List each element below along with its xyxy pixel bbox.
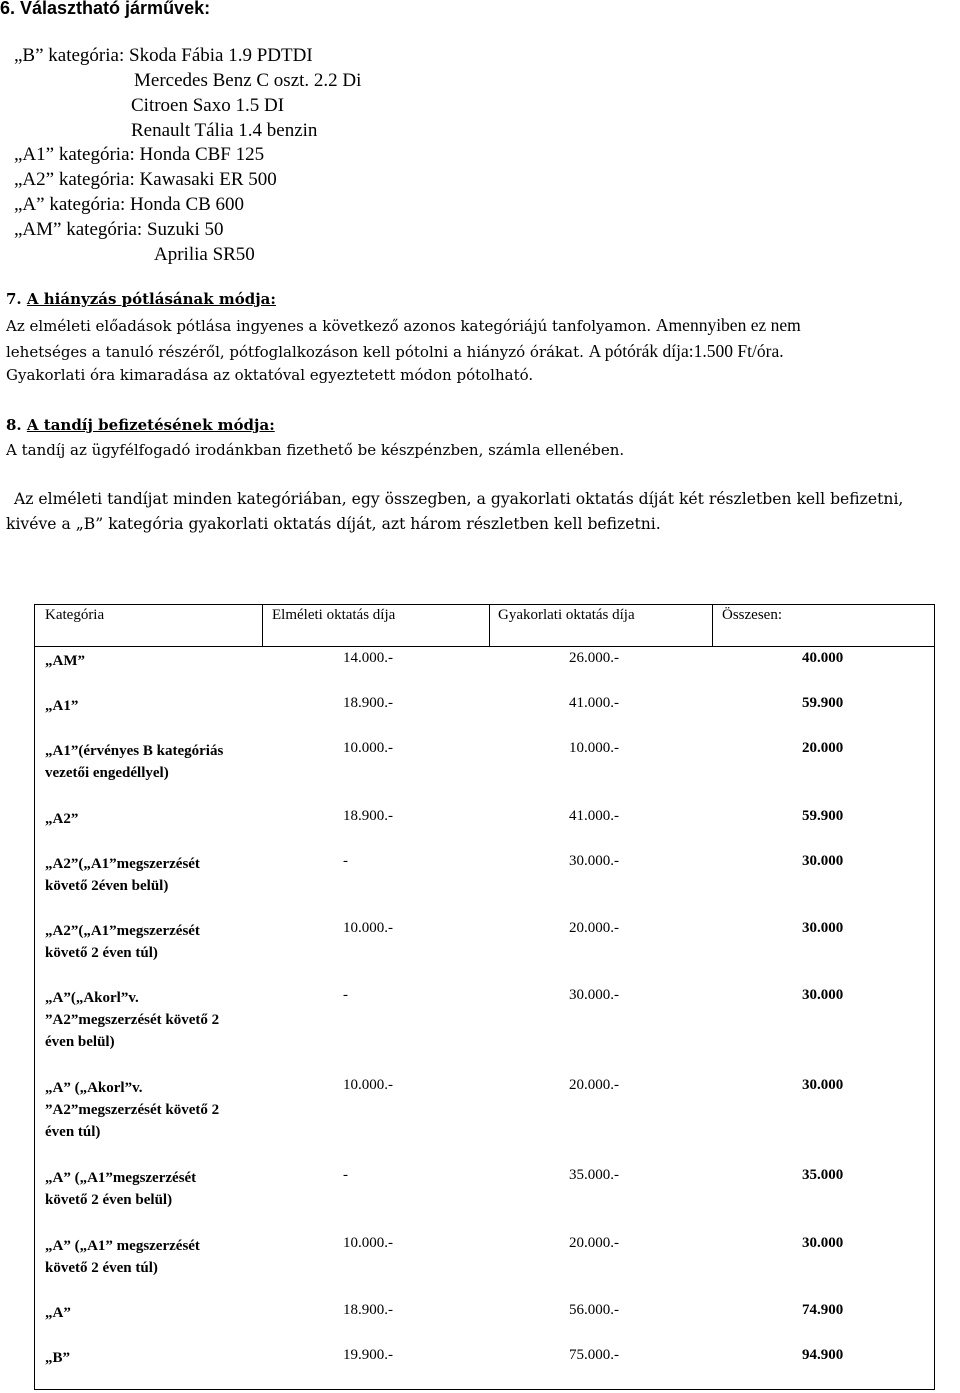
row-total: 30.000 — [802, 987, 844, 1003]
category-line: „A1”(érvényes B kategóriás — [45, 743, 224, 759]
vehicle-line: „AM” kategória: Suzuki 50 — [14, 219, 224, 240]
row-theory-fee: 10.000.- — [343, 1235, 393, 1251]
row-category — [45, 650, 85, 672]
vehicle-line: Renault Tália 1.4 benzin — [131, 120, 318, 141]
category-line: „A”(„Akorl”v. — [45, 990, 139, 1006]
section-8-text: A tandíj az ügyfélfogadó irodánkban fizethető be készpénzben, számla ellenében. — [6, 441, 625, 459]
vehicle-line: Citroen Saxo 1.5 DI — [131, 95, 285, 116]
row-total: 74.900 — [802, 1302, 844, 1318]
row-total: 94.900 — [802, 1347, 844, 1363]
section-7-text: A pótórák díja:1.500 Ft/óra. — [588, 341, 784, 361]
row-practice-fee: 20.000.- — [569, 1077, 619, 1093]
row-total: 40.000 — [802, 650, 844, 666]
row-practice-fee: 75.000.- — [569, 1347, 619, 1363]
row-theory-fee: 18.900.- — [343, 695, 393, 711]
category-line: „A2”(„A1”megszerzését — [45, 856, 200, 872]
category-line: vezetői engedéllyel) — [45, 765, 169, 781]
row-practice-fee: 26.000.- — [569, 650, 619, 666]
category-line: „A” — [45, 1305, 71, 1321]
row-category — [45, 740, 223, 784]
section-8-heading — [6, 416, 275, 434]
row-total: 59.900 — [802, 695, 844, 711]
section-7-text: Az elméleti előadások pótlása ingyenes a következő azonos kategóriájú tanfolyamon. — [6, 317, 652, 335]
row-practice-fee: 35.000.- — [569, 1167, 619, 1183]
vehicle-line: „B” kategória: Skoda Fábia 1.9 PDTDI — [14, 45, 313, 66]
row-theory-fee: 14.000.- — [343, 650, 393, 666]
row-total: 20.000 — [802, 740, 844, 756]
row-practice-fee: 10.000.- — [569, 740, 619, 756]
row-category — [45, 695, 78, 717]
column-header-theory: Elméleti oktatás díja — [272, 607, 396, 623]
section-7-line — [6, 315, 801, 336]
row-practice-fee: 30.000.- — [569, 853, 619, 869]
row-category — [45, 987, 219, 1053]
category-line: „A2” — [45, 811, 79, 827]
vehicle-line: „A2” kategória: Kawasaki ER 500 — [14, 169, 277, 190]
row-category — [45, 1167, 196, 1211]
category-line: „AM” — [45, 653, 85, 669]
row-category — [45, 1077, 219, 1143]
column-header-total: Összesen: — [722, 607, 782, 623]
section-8-title: A tandíj befizetésének módja: — [26, 416, 275, 434]
vehicle-line: „A” kategória: Honda CB 600 — [14, 194, 245, 215]
vehicle-line: „A1” kategória: Honda CBF 125 — [14, 144, 265, 165]
section-7-text: lehetséges a tanuló részéről, pótfoglalkozáson kell pótolni a hiányzó órákat. — [6, 343, 584, 361]
column-divider — [712, 604, 713, 646]
column-divider — [489, 604, 490, 646]
row-category — [45, 920, 200, 964]
row-theory-fee: 18.900.- — [343, 808, 393, 824]
header-divider — [34, 646, 935, 647]
category-line: ”A2”megszerzését követő 2 — [45, 1012, 220, 1028]
payment-note-line: Az elméleti tandíjat minden kategóriában, egy összegben, a gyakorlati oktatás díját két részletben kell befizetni, — [14, 490, 904, 508]
category-line: „A1” — [45, 698, 79, 714]
row-category — [45, 1347, 70, 1369]
category-line: „A” („Akorl”v. — [45, 1080, 143, 1096]
category-line: „B” — [45, 1350, 71, 1366]
row-theory-fee: - — [343, 853, 348, 869]
row-theory-fee: 19.900.- — [343, 1347, 393, 1363]
category-line: követő 2 éven túl) — [45, 1260, 158, 1276]
row-practice-fee: 20.000.- — [569, 1235, 619, 1251]
category-line: követő 2éven belül) — [45, 878, 169, 894]
category-line: „A” („A1” megszerzését — [45, 1238, 200, 1254]
row-theory-fee: 10.000.- — [343, 740, 393, 756]
row-theory-fee: - — [343, 1167, 348, 1183]
row-total: 59.900 — [802, 808, 844, 824]
section-7-line: Gyakorlati óra kimaradása az oktatóval egyeztetett módon pótolható. — [6, 366, 534, 384]
row-category — [45, 808, 78, 830]
section-7-number: 7. — [6, 290, 22, 308]
column-header-category: Kategória — [45, 607, 105, 623]
row-practice-fee: 30.000.- — [569, 987, 619, 1003]
section-7-text: Amennyiben ez nem — [655, 315, 801, 335]
row-total: 30.000 — [802, 853, 844, 869]
row-total: 30.000 — [802, 1235, 844, 1251]
row-total: 30.000 — [802, 1077, 844, 1093]
section-7-line — [6, 341, 784, 362]
row-category — [45, 1302, 71, 1324]
vehicle-line: Mercedes Benz C oszt. 2.2 Di — [134, 70, 362, 91]
category-line: „A2”(„A1”megszerzését — [45, 923, 200, 939]
row-practice-fee: 20.000.- — [569, 920, 619, 936]
category-line: követő 2 éven túl) — [45, 945, 158, 961]
row-practice-fee: 41.000.- — [569, 695, 619, 711]
row-category — [45, 853, 200, 897]
row-theory-fee: 10.000.- — [343, 1077, 393, 1093]
row-practice-fee: 41.000.- — [569, 808, 619, 824]
vehicle-line: Aprilia SR50 — [154, 244, 255, 265]
payment-note-line: kivéve a „B” kategória gyakorlati oktatás díját, azt három részletben kell befizetni. — [6, 515, 661, 533]
column-header-practice: Gyakorlati oktatás díja — [498, 607, 635, 623]
section-7-heading — [6, 290, 276, 308]
section-7-title: A hiányzás pótlásának módja: — [26, 290, 276, 308]
section-6-heading: 6. Választható járművek: — [0, 0, 211, 18]
row-theory-fee: - — [343, 987, 348, 1003]
category-line: „A” („A1”megszerzését — [45, 1170, 197, 1186]
category-line: éven belül) — [45, 1034, 115, 1050]
column-divider — [262, 604, 263, 646]
row-theory-fee: 10.000.- — [343, 920, 393, 936]
row-total: 30.000 — [802, 920, 844, 936]
category-line: éven túl) — [45, 1124, 101, 1140]
row-category — [45, 1235, 200, 1279]
row-practice-fee: 56.000.- — [569, 1302, 619, 1318]
row-total: 35.000 — [802, 1167, 844, 1183]
section-8-number: 8. — [6, 416, 22, 434]
row-theory-fee: 18.900.- — [343, 1302, 393, 1318]
category-line: követő 2 éven belül) — [45, 1192, 173, 1208]
category-line: ”A2”megszerzését követő 2 — [45, 1102, 220, 1118]
